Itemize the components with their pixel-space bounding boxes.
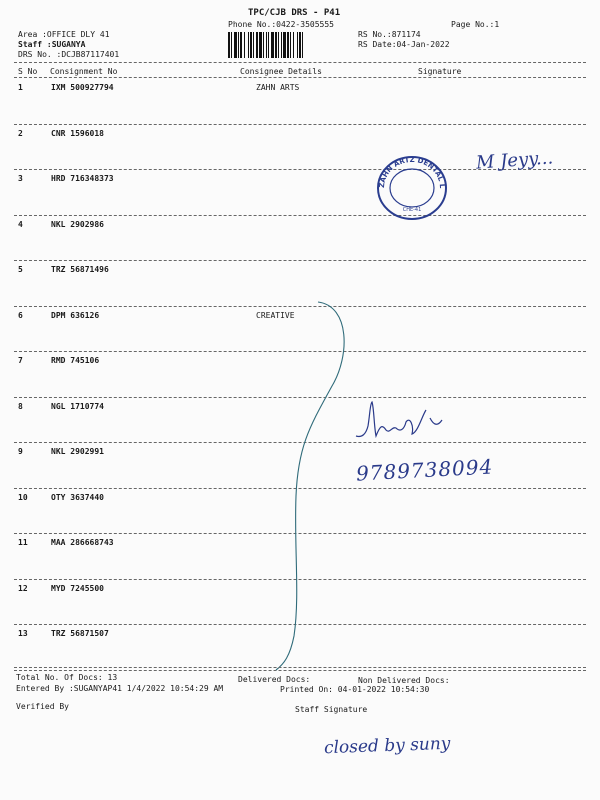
delivered-docs: Delivered Docs:: [238, 675, 311, 684]
row-consignment-number: NKL 2902986: [51, 219, 104, 229]
barcode-bar: [303, 32, 305, 58]
rs-date: RS Date:04-Jan-2022: [358, 40, 450, 49]
row-consignment-number: TRZ 56871496: [51, 265, 109, 274]
barcode: [228, 32, 348, 58]
row-consignment-number: RMD 745106: [51, 356, 100, 365]
row-divider: [14, 260, 586, 261]
row-serial-number: 13: [18, 629, 28, 638]
row-serial-number: 2: [18, 128, 23, 138]
row-serial-number: 10: [18, 492, 28, 502]
row-serial-number: 7: [18, 356, 23, 365]
footer-divider: [14, 667, 586, 668]
phone-number: Phone No.:0422-3505555: [228, 20, 334, 29]
row-consignment-number: NGL 1710774: [51, 401, 104, 411]
printed-on: Printed On: 04-01-2022 10:54:30: [280, 685, 430, 694]
column-header-sno: S No: [18, 67, 38, 76]
document-title: TPC/CJB DRS - P41: [248, 8, 341, 18]
row3-handwritten-signature: M Jeyy...: [475, 147, 554, 174]
staff-label: Staff :SUGANYA: [18, 40, 86, 49]
column-header-consignment: Consignment No: [50, 67, 118, 76]
drs-number: DRS No. :DCJB87117401: [18, 50, 120, 59]
handwritten-line: [270, 296, 360, 676]
dental-lab-stamp: [374, 154, 450, 222]
handwritten-phone-number: 9789738094: [355, 454, 494, 486]
entered-by: Entered By :SUGANYAP41 1/4/2022 10:54:29 AM: [16, 684, 224, 693]
staff-signature: Staff Signature: [295, 705, 368, 714]
column-header-divider: [14, 77, 586, 78]
column-header-consignee: Consignee Details: [240, 67, 322, 76]
row-consignee-details: CREATIVE: [256, 310, 295, 320]
row-serial-number: 6: [18, 310, 23, 320]
row-consignment-number: TRZ 56871507: [51, 629, 109, 638]
row-serial-number: 4: [18, 219, 23, 229]
non-delivered-docs: Non Delivered Docs:: [358, 676, 450, 685]
row8-handwritten-signature: [352, 396, 472, 448]
handwritten-closing-note: closed by suny: [323, 733, 451, 759]
row-consignment-number: DPM 636126: [51, 310, 100, 320]
total-docs: Total No. Of Docs: 13: [16, 673, 118, 682]
row-consignment-number: IXM 500927794: [51, 83, 114, 92]
row-consignee-details: ZAHN ARTS: [256, 83, 300, 92]
row-serial-number: 8: [18, 401, 23, 411]
header-divider: [14, 62, 586, 63]
row-serial-number: 1: [18, 83, 23, 92]
page-number: Page No.:1: [451, 20, 500, 29]
row-consignment-number: NKL 2902991: [51, 447, 104, 456]
row-serial-number: 12: [18, 583, 28, 593]
row-serial-number: 5: [18, 265, 23, 274]
row-divider: [14, 124, 586, 125]
area-label: Area :OFFICE DLY 41: [18, 30, 110, 39]
row-consignment-number: CNR 1596018: [51, 128, 104, 138]
row-serial-number: 11: [18, 538, 28, 547]
row-serial-number: 3: [18, 174, 23, 183]
svg-text:ZAHN ARTZ DENTAL LAB: ZAHN ARTZ DENTAL L: [377, 155, 447, 189]
row-consignment-number: HRD 716348373: [51, 174, 114, 183]
row-consignment-number: OTY 3637440: [51, 492, 104, 502]
row-divider: [14, 215, 586, 216]
row-consignment-number: MYD 7245500: [51, 583, 104, 593]
rs-number: RS No.:871174: [358, 30, 421, 39]
verified-by: Verified By: [16, 702, 69, 711]
svg-text:CHE-41: CHE-41: [402, 207, 422, 213]
column-header-signature: Signature: [418, 67, 462, 76]
row-serial-number: 9: [18, 447, 23, 456]
row-consignment-number: MAA 286668743: [51, 538, 114, 547]
